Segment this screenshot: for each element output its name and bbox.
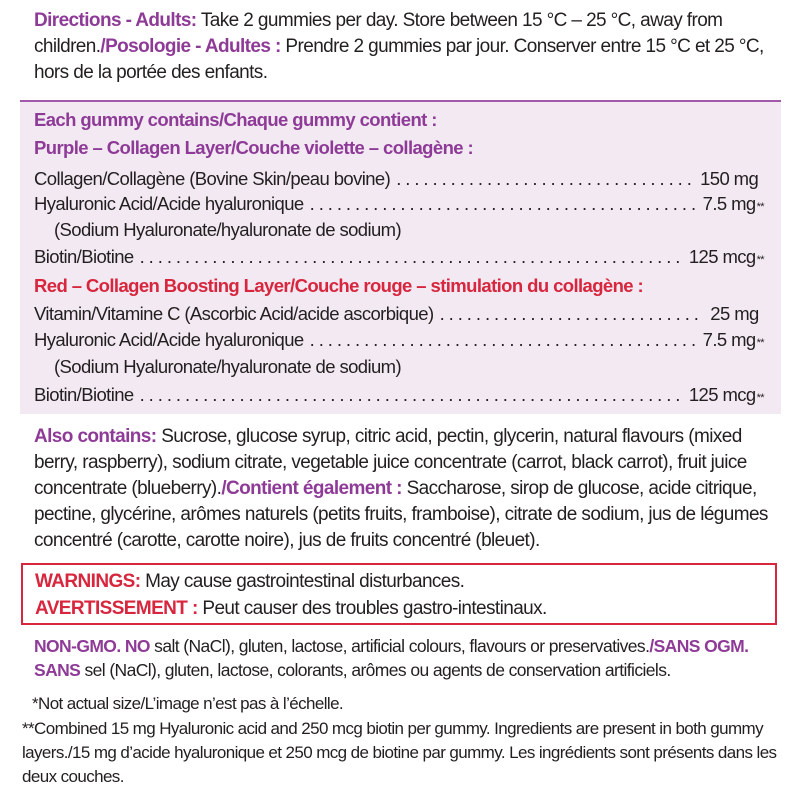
contents-panel <box>20 100 781 414</box>
ingredient-name: Vitamin/Vitamine C (Ascorbic Acid/acide ascorbique) <box>34 303 434 324</box>
leader-dots <box>140 245 683 269</box>
ingredient-name: Hyaluronic Acid/Acide hyaluronique <box>34 193 304 214</box>
footnote-combined: **Combined 15 mg Hyaluronic acid and 250 mcg biotin per gummy. Ingredients are present in both gummy layers./15 mg d’acide hyaluronique et 250 mcg de biotine par gummy. Les ingrédients sont présents dans les deux couches. <box>22 719 777 786</box>
warning-text-en: May cause gastrointestinal disturbances. <box>140 571 465 592</box>
leader-dots <box>310 192 697 216</box>
warning-line-en <box>35 569 464 595</box>
directions-paragraph <box>34 8 774 86</box>
warning-label-en: WARNINGS: <box>35 571 141 592</box>
ingredient-amount: 125 mcg <box>688 384 756 405</box>
leader-dots <box>440 302 705 326</box>
directions-label-fr: /Posologie - Adultes : <box>100 36 281 57</box>
also-contains-label-en: Also contains: <box>34 426 157 447</box>
ingredient-row-biotin-purple <box>34 245 764 272</box>
ingredient-note: ** <box>756 337 764 349</box>
warning-text-fr: Peut causer des troubles gastro-intestinaux. <box>197 598 547 619</box>
ingredient-row-vitamin-c <box>34 302 764 326</box>
also-contains-text-en: Sucrose, glucose syrup, citric acid, pectin, glycerin, natural flavours (mixed berry, raspberry), sodium citrate, vegetable juice concentrate (carrot, black carrot), fruit juice concentrate (blueberry). <box>34 426 747 499</box>
footnote-size: *Not actual size/L’image n’est pas à l’échelle. <box>32 694 344 713</box>
leader-dots <box>140 383 683 407</box>
ingredient-row-hyaluronic-red <box>34 328 764 355</box>
also-contains-text-fr: Saccharose, sirop de glucose, acide citrique, pectine, glycérine, arômes naturels (petits fruits, framboise), citrate de sodium, jus de légumes concentré (carotte, carotte noire), jus de fruits concentré (bleuet). <box>34 478 768 551</box>
ingredient-amount: 125 mcg <box>688 246 756 267</box>
ingredient-name: Biotin/Biotine <box>34 384 134 405</box>
ingredient-name: Hyaluronic Acid/Acide hyaluronique <box>34 329 304 350</box>
ingredient-note: ** <box>756 254 764 266</box>
ingredient-row-collagen <box>34 167 764 191</box>
ingredient-name: Biotin/Biotine <box>34 246 134 267</box>
non-gmo-paragraph <box>34 634 779 682</box>
non-gmo-label-en: NON-GMO. NO <box>34 636 150 656</box>
ingredient-subline: (Sodium Hyaluronate/hyaluronate de sodium) <box>54 356 402 377</box>
non-gmo-label-fr: /SANS OGM. SANS <box>34 636 749 680</box>
directions-text-en: Take 2 gummies per day. Store between 15 °C – 25 °C, away from children. <box>34 10 723 57</box>
purple-layer-heading: Purple – Collagen Layer/Couche violette – collagène : <box>34 137 474 158</box>
red-layer-heading: Red – Collagen Boosting Layer/Couche rouge – stimulation du collagène : <box>34 275 644 296</box>
contents-heading: Each gummy contains/Chaque gummy contient : <box>34 109 437 130</box>
ingredient-row-hyaluronic-purple <box>34 192 764 219</box>
ingredient-amount: 7.5 mg <box>702 193 756 214</box>
ingredient-amount: 7.5 mg <box>702 329 756 350</box>
non-gmo-text-fr: sel (NaCl), gluten, lactose, colorants, arômes ou agents de conservation artificiels. <box>80 660 671 680</box>
ingredient-row-biotin-red <box>34 383 764 410</box>
non-gmo-text-en: salt (NaCl), gluten, lactose, artificial colours, flavours or preservatives. <box>149 636 650 656</box>
directions-label-en: Directions - Adults: <box>34 10 197 31</box>
directions-text-fr: Prendre 2 gummies par jour. Conserver entre 15 °C et 25 °C, hors de la portée des enfants. <box>34 36 764 83</box>
ingredient-note: ** <box>756 392 764 404</box>
leader-dots <box>310 328 697 352</box>
also-contains-label-fr: /Contient également : <box>221 478 402 499</box>
ingredient-name: Collagen/Collagène (Bovine Skin/peau bovine) <box>34 168 391 189</box>
warning-label-fr: AVERTISSEMENT : <box>35 598 198 619</box>
warning-line-fr <box>35 596 547 622</box>
ingredient-amount: 150 mg <box>700 168 759 189</box>
ingredient-subline: (Sodium Hyaluronate/hyaluronate de sodium) <box>54 219 402 240</box>
also-contains-paragraph <box>34 424 779 554</box>
warnings-box <box>21 563 777 625</box>
ingredient-amount: 25 mg <box>710 303 759 324</box>
leader-dots <box>396 167 694 191</box>
ingredient-note: ** <box>756 201 764 213</box>
